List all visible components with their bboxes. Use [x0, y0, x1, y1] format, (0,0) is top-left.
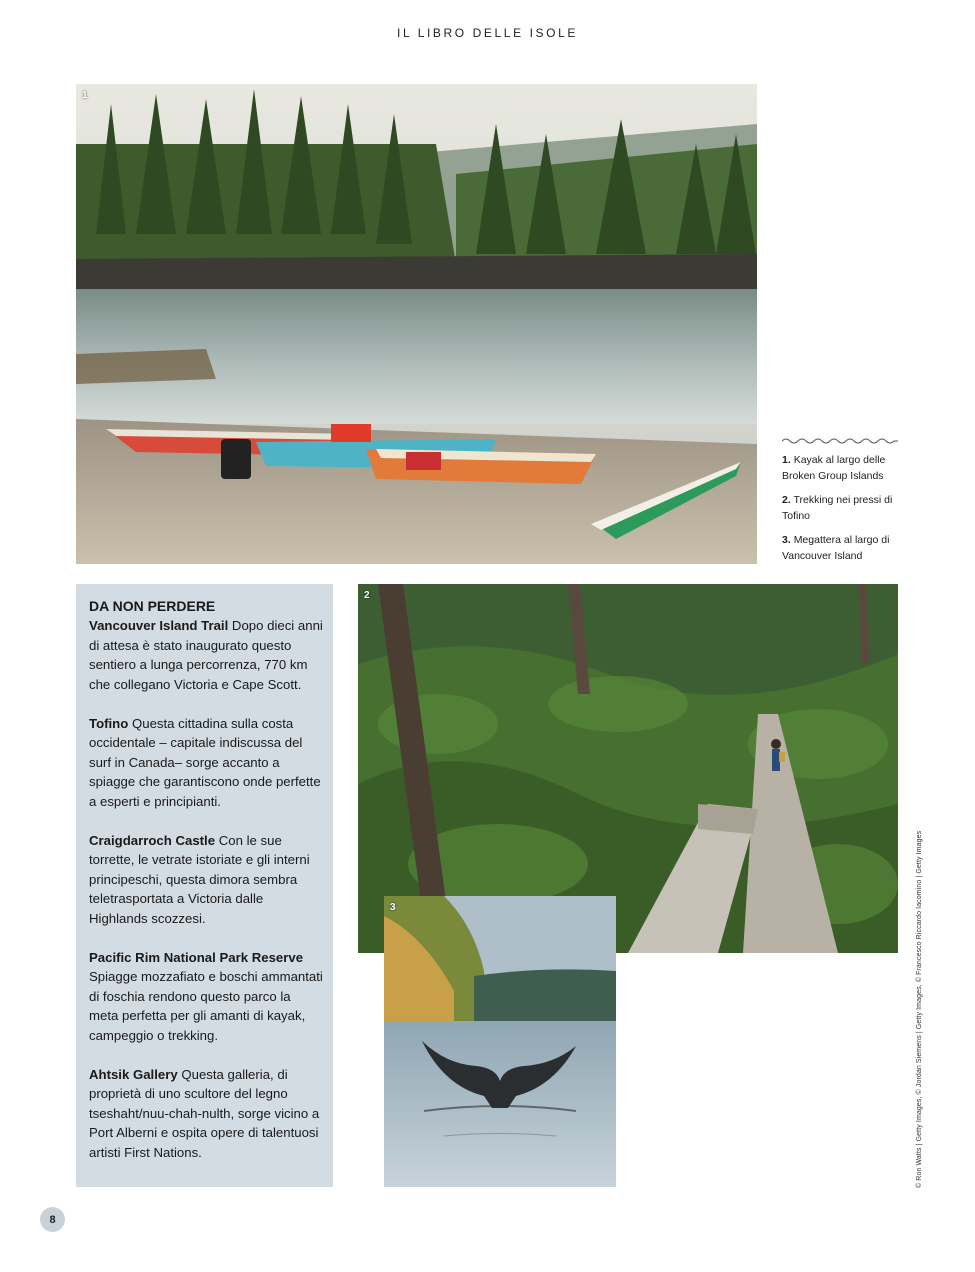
running-head: IL LIBRO DELLE ISOLE: [397, 26, 578, 40]
photo-credits: © Ron Watts | Getty Images, © Jordan Siemens | Getty Images, © Francesco Riccardo Iacomino | Getty Images: [916, 830, 923, 1188]
photo-kayaks: [76, 84, 757, 564]
whale-tail-illustration: [384, 896, 616, 1187]
sidebar-da-non-perdere: [76, 584, 333, 1187]
entry-craigdarroch-castle: Craigdarroch Castle Con le sue torrette, le vetrate istoriate e gli interni principeschi, questa dimora sembra teletrasportata a Victoria dalle Highlands scozzesi.: [89, 832, 310, 926]
caption-2: 2. Trekking nei pressi di Tofino: [782, 494, 893, 522]
entry-tofino: Tofino Questa cittadina sulla costa occidentale – capitale indiscussa del surf in Canada– sorge accanto a spiagge che garantiscono onde perfette a esperti e principianti.: [89, 715, 321, 809]
wave-divider-icon: [782, 436, 898, 446]
page-number: 8: [40, 1207, 65, 1232]
photo-number-1: 1: [82, 90, 88, 101]
sidebar-title: DA NON PERDERE: [89, 598, 216, 614]
entry-ahtsik-gallery: Ahtsik Gallery Questa galleria, di proprietà di uno scultore del legno tseshaht/nuu-chah-nulth, sorge vicino a Port Alberni e ospita opere di talentuosi artisti First Nations.: [89, 1066, 320, 1160]
caption-3: 3. Megattera al largo di Vancouver Island: [782, 534, 890, 562]
photo-whale-tail: [384, 896, 616, 1187]
caption-1: 1. Kayak al largo delle Broken Group Islands: [782, 454, 886, 482]
photo-number-2: 2: [364, 590, 370, 601]
photo-number-3: 3: [390, 902, 396, 913]
entry-pacific-rim: Pacific Rim National Park Reserve Spiagge mozzafiato e boschi ammantati di foschia rendono questo parco la meta perfetta per gli amanti di kayak, campeggio o trekking.: [89, 949, 323, 1043]
entry-vancouver-island-trail: Vancouver Island Trail Dopo dieci anni di attesa è stato inaugurato questo sentiero a lunga percorrenza, 770 km che collegano Victoria e Cape Scott.: [89, 618, 323, 692]
photo-captions: [782, 436, 900, 572]
kayaks-beach-illustration: [76, 84, 757, 564]
